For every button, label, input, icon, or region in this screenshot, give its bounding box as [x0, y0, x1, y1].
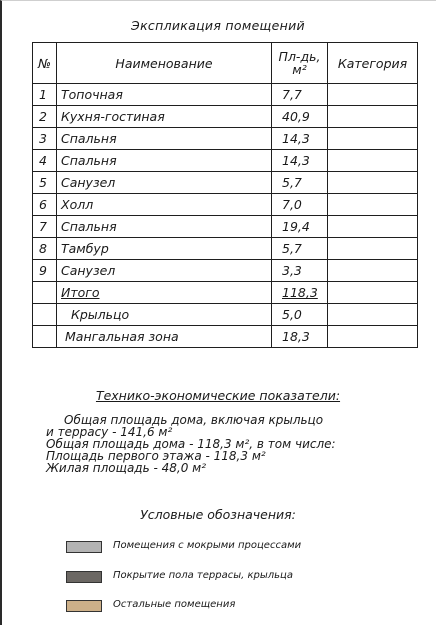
table-row	[33, 238, 418, 260]
table-row	[33, 172, 418, 194]
table-row	[33, 150, 418, 172]
legend-label: Остальные помещения	[113, 599, 236, 610]
page-title: Экспликация помещений	[131, 18, 305, 33]
row-category	[328, 194, 418, 216]
row-name: Топочная	[57, 84, 272, 106]
row-name: Холл	[57, 194, 272, 216]
table-row	[33, 84, 418, 106]
row-area: 7,0	[272, 194, 328, 216]
header-number: №	[33, 43, 57, 84]
row-category	[328, 216, 418, 238]
total-name	[57, 282, 272, 304]
header-name: Наименование	[57, 43, 272, 84]
table-row	[33, 260, 418, 282]
row-name: Санузел	[57, 260, 272, 282]
total-area-value: 118,3	[282, 285, 318, 300]
rooms-table	[32, 42, 418, 348]
total-category	[328, 282, 418, 304]
row-area: 5,0	[272, 304, 328, 326]
row-number: 1	[33, 84, 57, 106]
row-number	[33, 326, 57, 348]
row-name: Тамбур	[57, 238, 272, 260]
row-number: 9	[33, 260, 57, 282]
row-name: Крыльцо	[57, 304, 272, 326]
row-number: 4	[33, 150, 57, 172]
row-number: 2	[33, 106, 57, 128]
row-number: 8	[33, 238, 57, 260]
row-number	[33, 304, 57, 326]
tep-heading: Технико-экономические показатели:	[95, 388, 341, 403]
row-name: Мангальная зона	[57, 326, 272, 348]
row-area: 40,9	[272, 106, 328, 128]
legend-label: Покрытие пола террасы, крыльца	[113, 570, 293, 581]
row-category	[328, 238, 418, 260]
row-category	[328, 84, 418, 106]
row-category	[328, 260, 418, 282]
tep-line-4: Площадь первого этажа - 118,3 м²	[46, 449, 266, 463]
row-category	[328, 172, 418, 194]
table-row	[33, 106, 418, 128]
legend-swatch	[66, 571, 102, 583]
header-area	[272, 43, 328, 84]
row-name: Спальня	[57, 128, 272, 150]
row-name: Спальня	[57, 216, 272, 238]
tep-line-2: и террасу - 141,6 м²	[46, 425, 173, 439]
row-area: 5,7	[272, 238, 328, 260]
row-category	[328, 326, 418, 348]
row-number: 5	[33, 172, 57, 194]
row-area: 14,3	[272, 150, 328, 172]
tep-line-3: Общая площадь дома - 118,3 м², в том числе:	[46, 437, 336, 451]
row-category	[328, 150, 418, 172]
row-area: 18,3	[272, 326, 328, 348]
table-row	[33, 128, 418, 150]
table-row-extra	[33, 304, 418, 326]
table-row	[33, 194, 418, 216]
legend-heading: Условные обозначения:	[140, 507, 296, 522]
header-area-line1: Пл-дь,	[278, 49, 321, 64]
row-area: 19,4	[272, 216, 328, 238]
header-area-line2: м²	[292, 62, 307, 77]
tep-line-5: Жилая площадь - 48,0 м²	[46, 461, 207, 475]
row-name: Кухня-гостиная	[57, 106, 272, 128]
legend-swatch	[66, 600, 102, 612]
total-number	[33, 282, 57, 304]
row-category	[328, 106, 418, 128]
row-area: 3,3	[272, 260, 328, 282]
table-row-extra	[33, 326, 418, 348]
row-area: 7,7	[272, 84, 328, 106]
row-number: 6	[33, 194, 57, 216]
total-area	[272, 282, 328, 304]
row-number: 7	[33, 216, 57, 238]
row-category	[328, 304, 418, 326]
row-number: 3	[33, 128, 57, 150]
row-name: Спальня	[57, 150, 272, 172]
row-name: Санузел	[57, 172, 272, 194]
table-header-row	[33, 43, 418, 84]
legend-label: Помещения с мокрыми процессами	[113, 540, 302, 551]
tep-block	[46, 414, 336, 474]
total-label: Итого	[61, 285, 100, 300]
table-row	[33, 216, 418, 238]
legend-swatch	[66, 541, 102, 553]
row-category	[328, 128, 418, 150]
table-total-row	[33, 282, 418, 304]
header-category: Категория	[328, 43, 418, 84]
tep-line-1: Общая площадь дома, включая крыльцо	[64, 413, 324, 427]
row-area: 5,7	[272, 172, 328, 194]
row-area: 14,3	[272, 128, 328, 150]
